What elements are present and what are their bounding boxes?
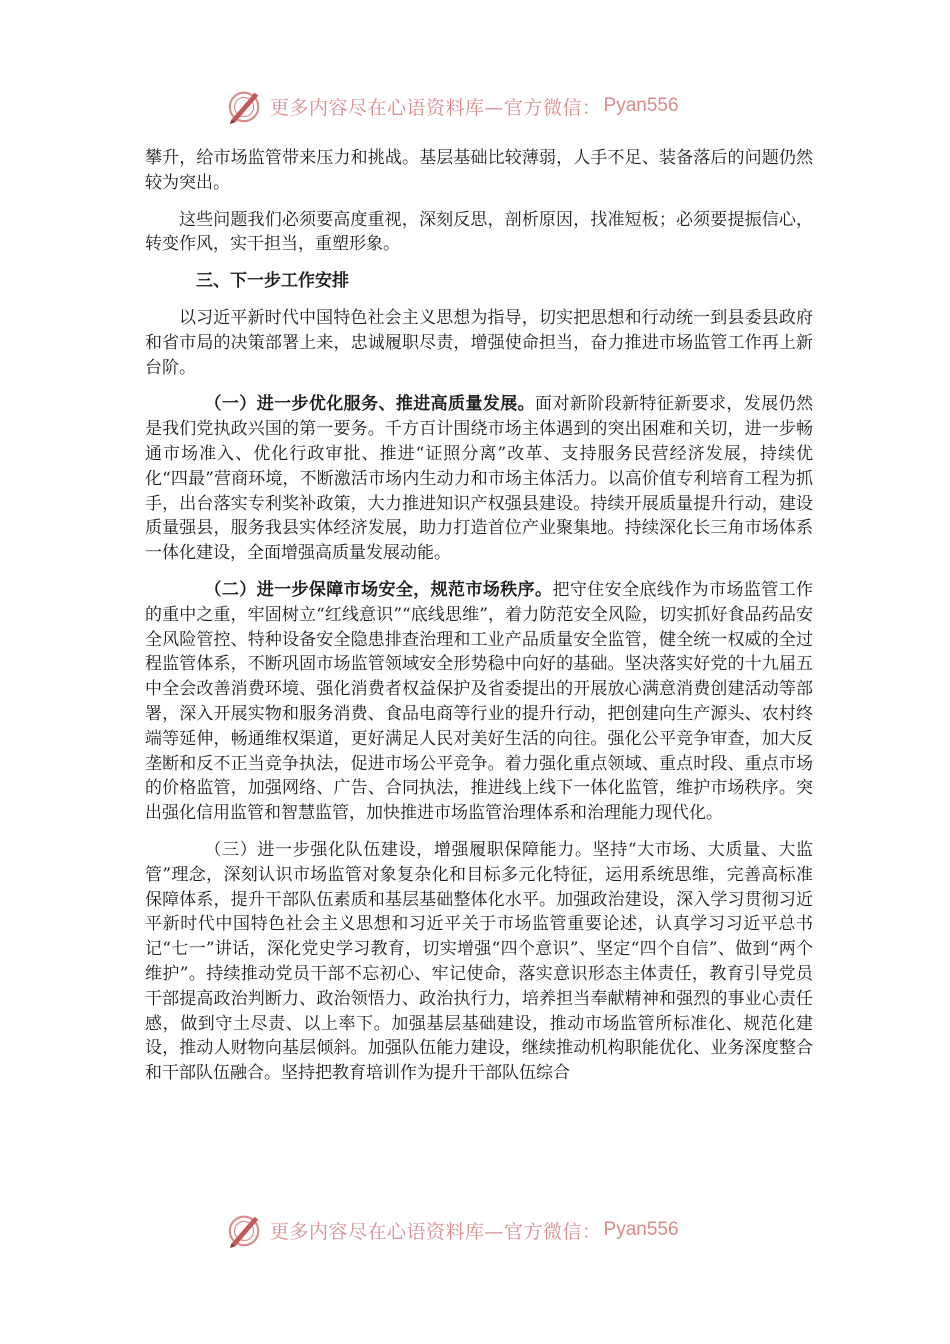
watermark-text: 更多内容尽在心语资料库—官方微信： [270, 1220, 602, 1243]
watermark-text: 更多内容尽在心语资料库—官方微信： [270, 96, 602, 119]
section-1-body: 面对新阶段新特征新要求，发展仍然是我们党执政兴国的第一要务。千方百计围绕市场主体遇到的突出困难和关切，进一步畅通市场准入、优化行政审批、推进“证照分离”改革、支持服务民营经济发展，持续优化“四最”营商环境，不断激活市场内生动力和市场主体活力。以高价值专利培育工程为抓手，出台落实专利奖补政策，大力推进知识产权强县建设。持续开展质量提升行动，建设质量强县，服务我县实体经济发展，助力打造首位产业聚集地。持续深化长三角市场体系一体化建设，全面增强高质量发展动能。 [145, 394, 814, 564]
pen-circle-logo-icon [226, 87, 264, 125]
watermark-footer [226, 1210, 746, 1250]
paragraph-reflection: 这些问题我们必须要高度重视，深刻反思，剖析原因，找准短板；必须要提振信心，转变作风，实干担当，重塑形象。 [145, 209, 813, 255]
paragraph-continued: 攀升，给市场监管带来压力和挑战。基层基础比较薄弱，人手不足、装备落后的问题仍然较为突出。 [145, 148, 813, 193]
watermark-header [226, 86, 746, 126]
document-body [145, 146, 813, 1098]
watermark-wechat-id: Pyan556 [603, 1219, 679, 1240]
paragraph-section-3: （三）进一步强化队伍建设，增强履职保障能力。坚持“大市场、大质量、大监管”理念，深刻认识市场监管对象复杂化和目标多元化特征，运用系统思维，完善高标准保障体系，提升干部队伍素质和基层基础整体化水平。加强政治建设，深入学习贯彻习近平新时代中国特色社会主义思想和习近平关于市场监管重要论述，认真学习习近平总书记“七一”讲话，深化党史学习教育，切实增强“四个意识”、坚定“四个自信”、做到“两个维护”。持续推动党员干部不忘初心、牢记使命，落实意识形态主体责任，教育引导党员干部提高政治判断力、政治领悟力、政治执行力，培养担当奉献精神和强烈的事业心责任感，做到守土尽责、以上率下。加强基层基础建设，推动市场监管所标准化、规范化建设，推动人财物向基层倾斜。加强队伍能力建设，继续推动机构职能优化、业务深度整合和干部队伍融合。坚持把教育培训作为提升干部队伍综合 [145, 839, 813, 1084]
paragraph-guideline: 以习近平新时代中国特色社会主义思想为指导，切实把思想和行动统一到县委县政府和省市局的决策部署上来，忠诚履职尽责，增强使命担当，奋力推进市场监管工作再上新台阶。 [145, 307, 813, 378]
section-1-lead: （一）进一步优化服务、推进高质量发展。 [204, 394, 536, 415]
paragraph-section-1 [145, 392, 813, 566]
pen-circle-logo-icon [226, 1211, 264, 1249]
section-2-body: 把守住安全底线作为市场监管工作的重中之重，牢固树立“红线意识”“底线思维”，着力防范安全风险，切实抓好食品药品安全风险管控、特种设备安全隐患排查治理和工业产品质量安全监管，健全统一权威的全过程监管体系，不断巩固市场监管领域安全形势稳中向好的基础。坚决落实好党的十九届五中全会改善消费环境、强化消费者权益保护及省委提出的开展放心满意消费创建活动等部署，深入开展实物和服务消费、食品电商等行业的提升行动，把创建向生产源头、农村终端等延伸，畅通维权渠道，更好满足人民对美好生活的向往。强化公平竞争审查，加大反垄断和反不正当竞争执法，促进市场公平竞争。着力强化重点领域、重点时段、重点市场的价格监管，加强网络、广告、合同执法，推进线上线下一体化监管，维护市场秩序。突出强化信用监管和智慧监管，加快推进市场监管治理体系和治理能力现代化。 [145, 579, 814, 824]
section-heading-next-steps: 三、下一步工作安排 [196, 271, 349, 292]
paragraph-section-2 [145, 578, 813, 826]
section-2-lead: （二）进一步保障市场安全，规范市场秩序。 [204, 579, 553, 600]
watermark-wechat-id: Pyan556 [603, 95, 679, 116]
